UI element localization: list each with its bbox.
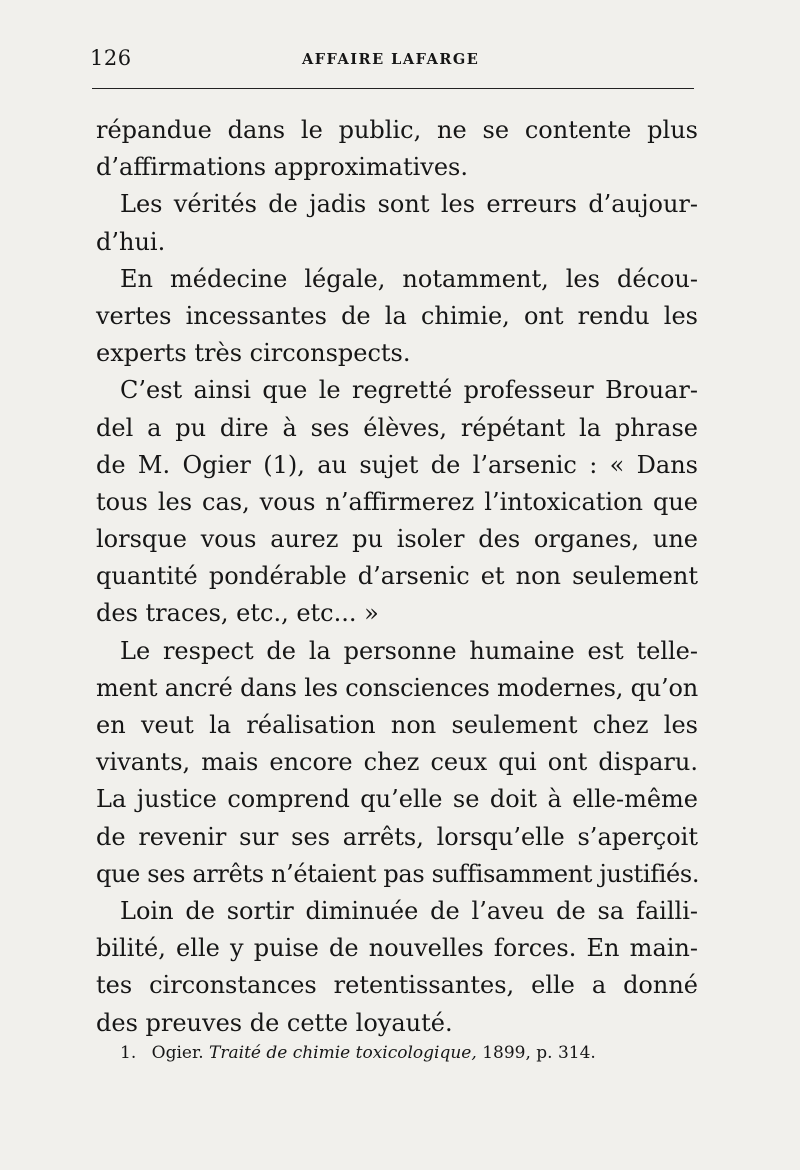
text-line: lorsque vous aurez pu isoler des organes, une — [96, 525, 698, 554]
page-number: 126 — [90, 46, 132, 70]
text-line: de M. Ogier (1), au sujet de l’arsenic : « Dans — [96, 450, 698, 479]
text-line: vertes incessantes de la chimie, ont rendu les — [96, 301, 698, 330]
text-line: La justice comprend qu’elle se doit à elle-même — [96, 785, 698, 814]
text-line: répandue dans le public, ne se contente plus — [96, 116, 698, 144]
text-line: experts très circonspects. — [96, 339, 411, 368]
footnote-author: Ogier. — [151, 1043, 204, 1063]
text-line: que ses arrêts n’étaient pas suffisamment justifiés. — [96, 859, 700, 888]
footnote-number: 1. — [120, 1043, 137, 1063]
footnote-work-title: Traité de chimie toxicologique, — [209, 1043, 477, 1063]
text-line: vivants, mais encore chez ceux qui ont disparu. — [96, 748, 698, 777]
text-line: Le respect de la personne humaine est telle- — [120, 636, 698, 665]
text-line: C’est ainsi que le regretté professeur Brouar- — [120, 376, 698, 405]
text-line: del a pu dire à ses élèves, répétant la phrase — [96, 413, 698, 442]
header-rule — [92, 88, 694, 89]
running-title: AFFAIRE LAFARGE — [302, 51, 480, 68]
text-line: de revenir sur ses arrêts, lorsqu’elle s’aperçoit — [96, 822, 698, 851]
text-line: des traces, etc., etc... » — [96, 599, 379, 628]
text-line: tes circonstances retentissantes, elle a donné — [96, 971, 698, 1000]
text-line: bilité, elle y puise de nouvelles forces. En main- — [96, 934, 698, 963]
text-line: tous les cas, vous n’affirmerez l’intoxication que — [96, 487, 698, 516]
footnote-details: 1899, p. 314. — [482, 1043, 596, 1063]
text-line: ment ancré dans les consciences modernes, qu’on — [96, 673, 698, 702]
text-line: quantité pondérable d’arsenic et non seulement — [96, 562, 698, 591]
text-line: d’affirmations approximatives. — [96, 153, 468, 182]
page-header — [90, 46, 696, 74]
text-line: des preuves de cette loyauté. — [96, 1008, 453, 1037]
body-text — [96, 112, 698, 1042]
text-line: en veut la réalisation non seulement chez les — [96, 711, 698, 739]
text-line: Les vérités de jadis sont les erreurs d’aujour- — [120, 190, 698, 219]
text-line: d’hui. — [96, 227, 166, 256]
text-line: En médecine légale, notamment, les décou- — [120, 264, 698, 293]
text-line: Loin de sortir diminuée de l’aveu de sa failli- — [120, 896, 698, 925]
footnote — [120, 1043, 680, 1063]
